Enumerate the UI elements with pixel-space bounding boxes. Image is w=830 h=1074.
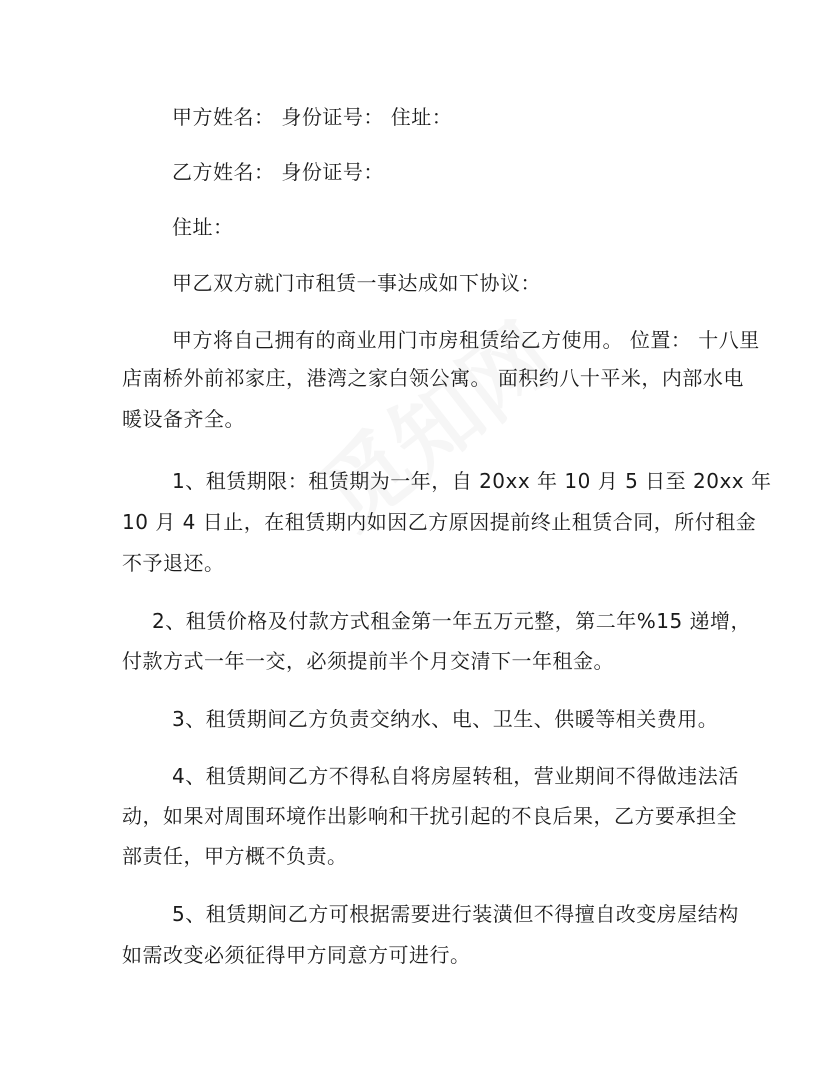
clause-2-line-2: 付款方式一年一交，必须提前半个月交清下一年租金。 (122, 649, 614, 673)
clause-3-line-1: 3、租赁期间乙方负责交纳水、电、卫生、供暖等相关费用。 (172, 707, 719, 731)
agreement-intro-line: 甲乙双方就门市租赁一事达成如下协议： (172, 271, 541, 295)
clause-4-line-2: 动，如果对周围环境作出影响和干扰引起的不良后果，乙方要承担全 (122, 804, 737, 828)
party-b-info-line: 乙方姓名： 身份证号： (172, 160, 384, 184)
paragraph-premises-line-3: 暖设备齐全。 (122, 407, 245, 431)
clause-5-line-2: 如需改变必须征得甲方同意方可进行。 (122, 943, 471, 967)
clause-1-line-3: 不予退还。 (122, 551, 225, 575)
clause-1-line-2: 10 月 4 日止，在租赁期内如因乙方原因提前终止租赁合同，所付租金 (122, 510, 757, 534)
clause-1-line-1: 1、租赁期限：租赁期为一年，自 20xx 年 10 月 5 日至 20xx 年 (172, 469, 772, 493)
party-a-info-line: 甲方姓名： 身份证号： 住址： (172, 105, 453, 129)
paragraph-premises-line-2: 店南桥外前祁家庄，港湾之家白领公寓。 面积约八十平米，内部水电 (122, 366, 744, 390)
clause-2-line-1: 2、租赁价格及付款方式租金第一年五万元整，第二年%15 递增， (152, 609, 752, 633)
clause-4-line-3: 部责任，甲方概不负责。 (122, 844, 348, 868)
paragraph-premises-line-1: 甲方将自己拥有的商业用门市房租赁给乙方使用。 位置： 十八里 (172, 328, 760, 352)
clause-5-line-1: 5、租赁期间乙方可根据需要进行装潢但不得擅自改变房屋结构 (172, 902, 739, 926)
party-b-address-line: 住址： (172, 215, 234, 239)
clause-4-line-1: 4、租赁期间乙方不得私自将房屋转租，营业期间不得做违法活 (172, 764, 739, 788)
